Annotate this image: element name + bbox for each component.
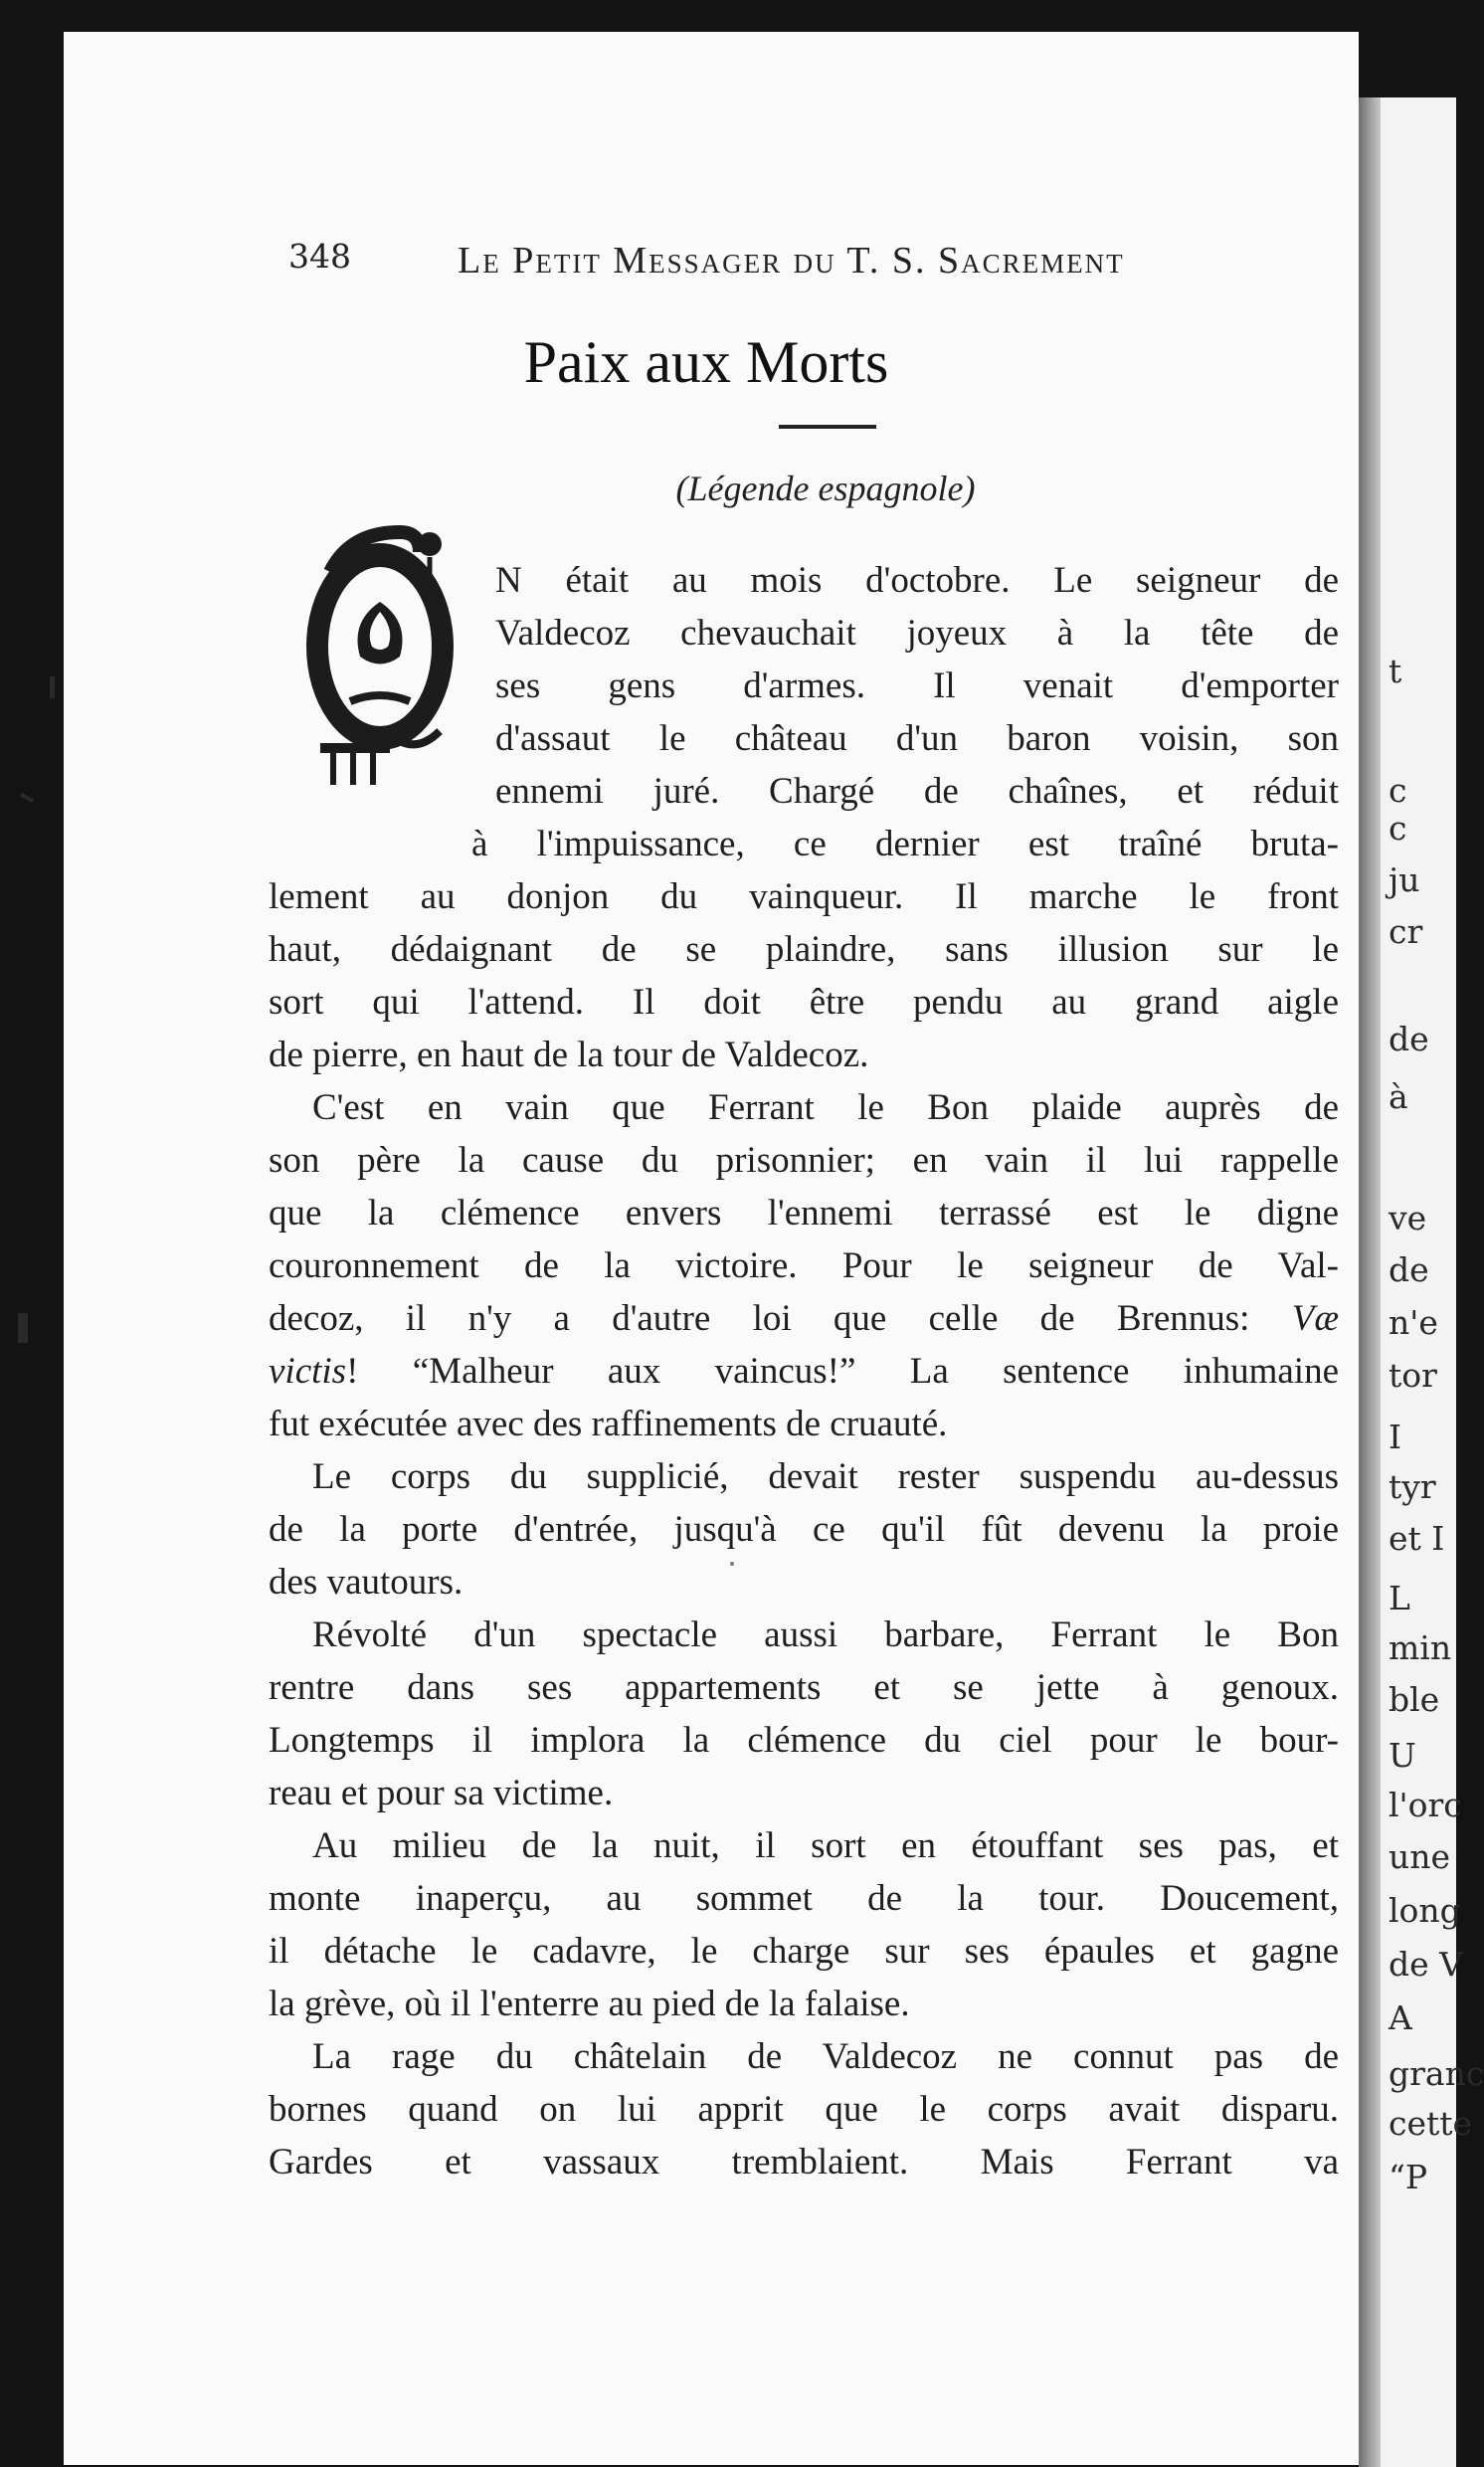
facing-text: min — [1389, 1628, 1452, 1667]
italic-phrase: victis — [269, 1351, 347, 1392]
page-number: 348 — [288, 237, 351, 276]
facing-text: l'orc — [1389, 1786, 1462, 1824]
text-line: d'assaut le château d'un baron voisin, son — [495, 718, 1339, 759]
text-line: haut, dédaignant de se plaindre, sans illusion sur le — [269, 929, 1339, 970]
facing-text: de — [1389, 1020, 1429, 1058]
text-line: des vautours. — [269, 1562, 464, 1603]
text-line: monte inaperçu, au sommet de la tour. Doucement, — [269, 1878, 1339, 1919]
article-title: Paix aux Morts — [523, 329, 889, 395]
text-line: couronnement de la victoire. Pour le seigneur de Val- — [269, 1245, 1339, 1286]
book-spine-shadow — [1359, 97, 1381, 2467]
text-line: La rage du châtelain de Valdecoz ne connut pas de — [312, 2036, 1339, 2077]
text-line: sort qui l'attend. Il doit être pendu au grand aigle — [269, 982, 1339, 1023]
text-line: Valdecoz chevauchait joyeux à la tête de — [495, 613, 1339, 654]
article-subtitle — [418, 468, 1233, 509]
facing-text: U — [1389, 1736, 1416, 1775]
text-line: il détache le cadavre, le charge sur ses épaules et gagne — [269, 1931, 1339, 1972]
facing-text: n'e — [1389, 1303, 1438, 1342]
running-title: Le Petit Messager du T. S. Sacrement — [458, 240, 1125, 282]
facing-text: de V — [1389, 1945, 1463, 1984]
text-line: fut exécutée avec des raffinements de cruauté. — [269, 1404, 948, 1444]
text-line: de la porte d'entrée, jusqu'à ce qu'il fût devenu la proie — [269, 1509, 1339, 1550]
facing-text: I — [1389, 1418, 1402, 1456]
line-text: ! “Malheur aux vaincus!” La sentence inhumaine — [346, 1351, 1339, 1392]
text-line: que la clémence envers l'ennemi terrassé est le digne — [269, 1193, 1339, 1234]
text-line: C'est en vain que Ferrant le Bon plaide auprès de — [312, 1087, 1339, 1128]
text-line: bornes quand on lui apprit que le corps avait disparu. — [269, 2089, 1339, 2130]
text-line: rentre dans ses appartements et se jette à genoux. — [269, 1667, 1339, 1708]
facing-text: une — [1389, 1837, 1451, 1876]
ornamental-drop-cap — [290, 512, 469, 791]
facing-text: et I — [1389, 1519, 1445, 1558]
print-speck — [730, 1562, 734, 1566]
text-line: Au milieu de la nuit, il sort en étouffant ses pas, et — [312, 1825, 1339, 1866]
scan-speck — [18, 1313, 28, 1343]
text-line: N était au mois d'octobre. Le seigneur de — [495, 560, 1339, 601]
facing-text: t — [1389, 652, 1402, 690]
facing-text: tyr — [1389, 1467, 1436, 1506]
facing-text: cr — [1389, 912, 1423, 951]
facing-text: “P — [1389, 2158, 1428, 2196]
facing-page-edge — [1359, 97, 1484, 2467]
facing-text: A — [1389, 1998, 1412, 2037]
facing-text: tor — [1389, 1356, 1437, 1395]
scan-speck — [50, 676, 55, 698]
facing-text: c — [1389, 771, 1407, 810]
text-line — [269, 1300, 1339, 1337]
italic-phrase: Væ — [1291, 1298, 1339, 1339]
line-text: decoz, il n'y a d'autre loi que celle de Brennus: — [269, 1298, 1250, 1339]
text-line: Révolté d'un spectacle aussi barbare, Ferrant le Bon — [312, 1614, 1339, 1655]
facing-text: ve — [1389, 1199, 1427, 1237]
facing-text: de — [1389, 1250, 1429, 1289]
text-line: lement au donjon du vainqueur. Il marche le front — [269, 876, 1339, 917]
text-line: de pierre, en haut de la tour de Valdecoz. — [269, 1035, 869, 1075]
text-line: ennemi juré. Chargé de chaînes, et réduit — [495, 771, 1339, 812]
text-line — [269, 1353, 1339, 1390]
text-line: ses gens d'armes. Il venait d'emporter — [495, 665, 1339, 706]
text-line: la grève, où il l'enterre au pied de la falaise. — [269, 1984, 910, 2024]
text-line: Longtemps il implora la clémence du ciel pour le bour- — [269, 1720, 1339, 1761]
facing-text: ble — [1389, 1680, 1440, 1719]
text-line: son père la cause du prisonnier; en vain il lui rappelle — [269, 1140, 1339, 1181]
facing-text: L — [1389, 1579, 1410, 1617]
text-line: Gardes et vassaux tremblaient. Mais Ferrant va — [269, 2142, 1339, 2182]
scan-speck — [20, 793, 34, 803]
facing-text: long — [1389, 1891, 1461, 1930]
facing-text: granc — [1389, 2054, 1484, 2093]
facing-text: ju — [1389, 860, 1420, 899]
text-line: à l'impuissance, ce dernier est traîné bruta- — [471, 824, 1339, 864]
text-line: reau et pour sa victime. — [269, 1773, 614, 1813]
facing-text: à — [1389, 1077, 1408, 1116]
title-rule — [779, 425, 876, 429]
facing-text: c — [1389, 809, 1407, 848]
facing-text: cette — [1389, 2104, 1473, 2143]
subtitle-text: (Légende espagnole) — [675, 469, 976, 508]
text-line: Le corps du supplicié, devait rester suspendu au-dessus — [312, 1456, 1339, 1497]
